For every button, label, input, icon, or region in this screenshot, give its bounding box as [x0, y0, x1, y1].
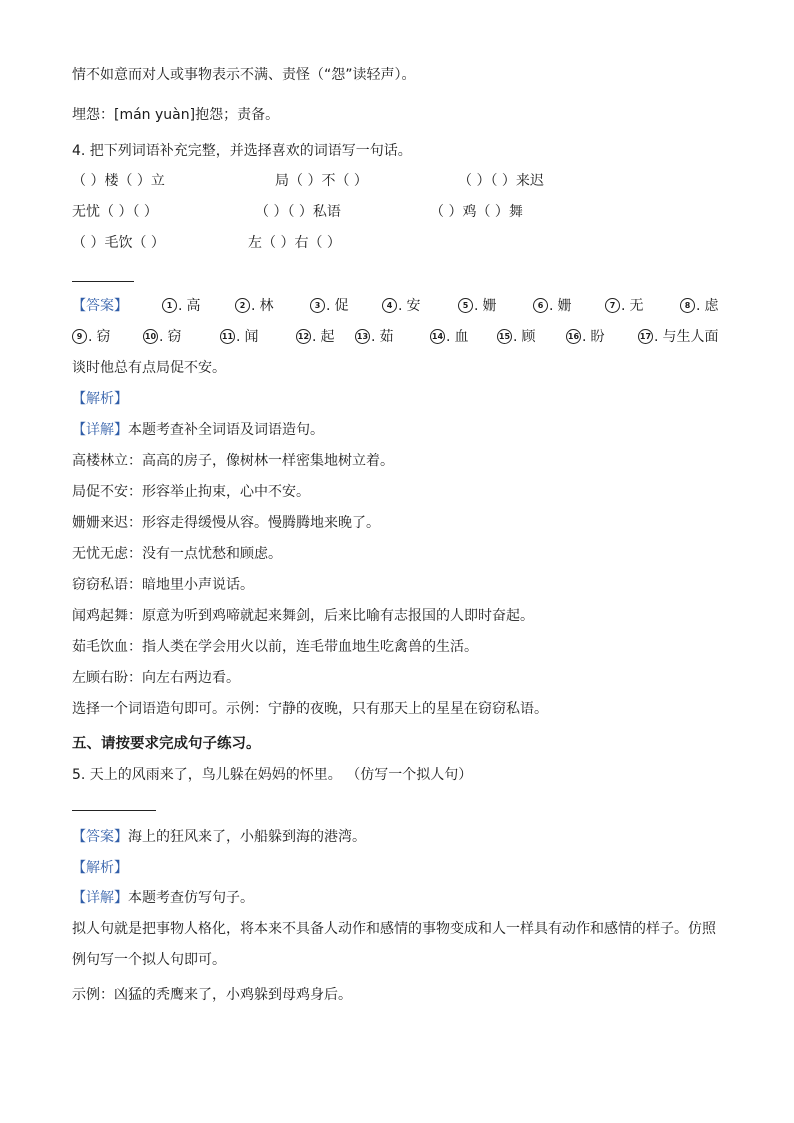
answer-item: 4 . 安 [382, 296, 420, 316]
answer-item: 10 . 窃 [144, 329, 182, 345]
fill-blank-item: 无忧（ ）（ ） [72, 204, 158, 220]
explanation-line: 选择一个词语造句即可。示例：宁静的夜晚，只有那天上的星星在窃窃私语。 [72, 701, 548, 717]
answer-number-badge: 6 [533, 298, 548, 313]
answer-line-5 [72, 810, 156, 811]
answer-item: 5 . 姗 [458, 296, 496, 316]
detail-line: 【详解】本题考查补全词语及词语造句。 [72, 422, 324, 438]
answer-text: 高 [186, 298, 201, 314]
answer-number-badge: 16 [566, 329, 581, 344]
fill-blank-item: （ ）（ ）私语 [255, 204, 341, 220]
fill-blank-item: （ ）毛饮（ ） [72, 235, 165, 251]
answer-text: 安 [406, 298, 421, 314]
answer-item: 8 . 虑 [680, 296, 718, 316]
answer-number-badge: 12 [296, 329, 311, 344]
section-5-heading: 五、请按要求完成句子练习。 [72, 736, 261, 752]
fill-blank-item: 左（ ）右（ ） [248, 235, 341, 251]
fill-blank-item: （ ）鸡（ ）舞 [430, 204, 523, 220]
analysis-5-label: 【解析】 [72, 860, 128, 876]
answer-item: 2 . 林 [235, 296, 273, 316]
answer-number-badge: 2 [235, 298, 250, 313]
example-5: 示例：凶猛的秃鹰来了，小鸡躲到母鸡身后。 [72, 987, 352, 1003]
detail-5-line: 【详解】本题考查仿写句子。 [72, 890, 254, 906]
answer-number-badge: 1 [162, 298, 177, 313]
answer-number-badge: 4 [382, 298, 397, 313]
explanation-line: 局促不安：形容举止拘束，心中不安。 [72, 484, 310, 500]
answer-text: 起 [320, 329, 335, 345]
answer-item: 1 . 高 [162, 296, 200, 316]
answer-item: 11 . 闻 [221, 329, 259, 345]
answer-number-badge: 11 [220, 329, 235, 344]
answer-text: 虑 [704, 298, 719, 314]
answer-number-badge: 13 [355, 329, 370, 344]
answer-item: 3 . 促 [310, 296, 348, 316]
answer-number-badge: 9 [72, 329, 87, 344]
answer-text: 顾 [521, 329, 536, 345]
answer-item: 6 . 姗 [533, 296, 571, 316]
answer-item: 17 . 与生人面 [639, 329, 719, 345]
answer-item: 12 . 起 [297, 329, 335, 345]
answer-label [72, 296, 128, 316]
answer-text: 姗 [557, 298, 572, 314]
explanation-line: 窃窃私语：暗地里小声说话。 [72, 577, 254, 593]
answer-number-badge: 8 [680, 298, 695, 313]
answer-number-badge: 14 [430, 329, 445, 344]
answer-item: 13 . 茹 [356, 329, 394, 345]
answer-text: 林 [259, 298, 274, 314]
analysis-label: 【解析】 [72, 391, 128, 407]
explain-5-line-1: 拟人句就是把事物人格化，将本来不具备人动作和感情的事物变成和人一样具有动作和感情的样子。仿照 [72, 921, 716, 937]
answer-text: 与生人面 [662, 329, 719, 345]
explanation-line: 高楼林立：高高的房子，像树林一样密集地树立着。 [72, 453, 394, 469]
answer-text: 窃 [167, 329, 182, 345]
explanation-line: 无忧无虑：没有一点忧愁和顾虑。 [72, 546, 282, 562]
answer-text: 促 [334, 298, 349, 314]
explanation-line: 姗姗来迟：形容走得缓慢从容。慢腾腾地来晚了。 [72, 515, 380, 531]
answer-number-badge: 7 [605, 298, 620, 313]
question-5: 5. 天上的风雨来了，鸟儿躲在妈妈的怀里。 （仿写一个拟人句） [72, 767, 473, 783]
answer-text: 窃 [96, 329, 111, 345]
answer-item: 14 . 血 [431, 329, 469, 345]
intro-line-2: 埋怨：[mán yuàn]抱怨；责备。 [72, 107, 280, 123]
answer-number-badge: 3 [310, 298, 325, 313]
answer-5: 【答案】海上的狂风来了，小船躲到海的港湾。 [72, 829, 366, 845]
explain-5-line-2: 例句写一个拟人句即可。 [72, 952, 226, 968]
explanation-line: 闻鸡起舞：原意为听到鸡啼就起来舞剑，后来比喻有志报国的人即时奋起。 [72, 608, 534, 624]
fill-blank-item: （ ）（ ）来迟 [458, 173, 544, 189]
answer-number-badge: 5 [458, 298, 473, 313]
answer-item: 15 . 顾 [498, 329, 536, 345]
answer-text: 血 [454, 329, 469, 345]
answer-text: 闻 [244, 329, 259, 345]
answer-item: 16 . 盼 [567, 329, 605, 345]
answer-text: 盼 [590, 329, 605, 345]
answer-item: 7 . 无 [605, 296, 643, 316]
answer-item: 9 . 窃 [72, 327, 110, 347]
answer-number-badge: 17 [638, 329, 653, 344]
answer-number-badge: 10 [143, 329, 158, 344]
answer-text: 姗 [482, 298, 497, 314]
intro-line-1: 情不如意而对人或事物表示不满、责怪（“怨”读轻声）。 [72, 67, 416, 83]
question-4-title: 4. 把下列词语补充完整，并选择喜欢的词语写一句话。 [72, 143, 412, 159]
answer-continuation: 谈时他总有点局促不安。 [72, 360, 226, 376]
fill-blank-item: （ ）楼（ ）立 [72, 173, 165, 189]
answer-text: 无 [629, 298, 644, 314]
fill-blank-item: 局（ ）不（ ） [275, 173, 368, 189]
answer-line [72, 281, 134, 282]
explanation-line: 左顾右盼：向左右两边看。 [72, 670, 240, 686]
answer-tag: 【答案】 [72, 298, 128, 314]
explanation-line: 茹毛饮血：指人类在学会用火以前，连毛带血地生吃禽兽的生活。 [72, 639, 478, 655]
answer-number-badge: 15 [497, 329, 512, 344]
answer-text: 茹 [379, 329, 394, 345]
